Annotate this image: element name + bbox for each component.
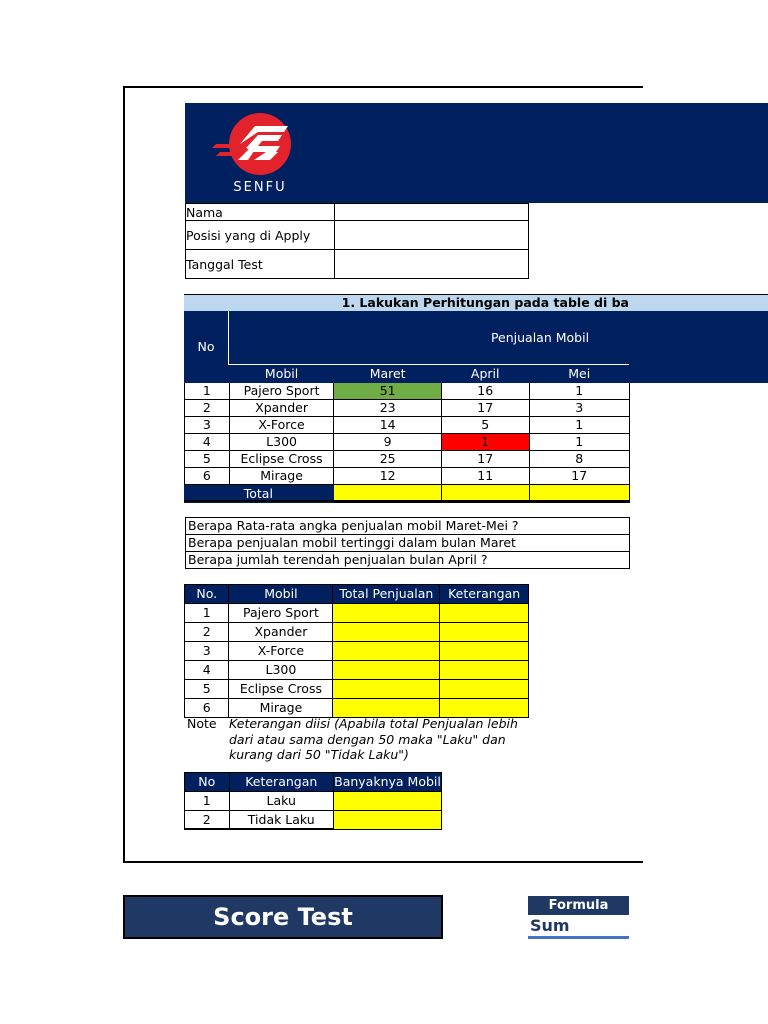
cell-maret[interactable]: 23 — [334, 400, 442, 417]
group-header: Penjualan Mobil — [490, 330, 590, 345]
name-input[interactable] — [335, 204, 529, 221]
cell-mobil: Xpander — [229, 400, 334, 417]
summary-bottom-border — [184, 828, 334, 830]
t3-header-banyaknya: Banyaknya Mobil — [333, 773, 441, 792]
t2-header-no: No. — [185, 585, 229, 604]
sales-table — [184, 365, 630, 503]
date-input[interactable] — [335, 250, 529, 279]
applicant-info-table — [185, 203, 529, 279]
banyaknya-input[interactable] — [333, 811, 441, 830]
cell-april[interactable]: 17 — [441, 400, 529, 417]
cell-no: 3 — [185, 642, 229, 661]
questions-table — [185, 517, 630, 569]
svg-text:SENFU: SENFU — [233, 180, 287, 195]
table-row — [185, 811, 442, 830]
cell-no: 5 — [185, 680, 229, 699]
cell-no: 4 — [185, 661, 229, 680]
t2-header-total: Total Penjualan — [333, 585, 440, 604]
formula-value: Sum — [528, 915, 629, 939]
note-text — [229, 716, 529, 763]
total-penjualan-input[interactable] — [333, 661, 440, 680]
total-penjualan-input[interactable] — [333, 680, 440, 699]
total-penjualan-input[interactable] — [333, 642, 440, 661]
cell-maret[interactable]: 14 — [334, 417, 442, 434]
table-row — [185, 383, 630, 400]
formula-header: Formula — [528, 896, 629, 915]
question-1: Berapa Rata-rata angka penjualan mobil Maret-Mei ? — [186, 518, 630, 535]
keterangan-input[interactable] — [440, 661, 529, 680]
table-row — [185, 680, 529, 699]
question-2: Berapa penjualan mobil tertinggi dalam bulan Maret — [186, 535, 630, 552]
cell-april[interactable]: 16 — [441, 383, 529, 400]
table-row — [185, 468, 630, 485]
position-label: Posisi yang di Apply — [186, 221, 335, 250]
table-row — [185, 434, 630, 451]
total-penjualan-input[interactable] — [333, 699, 440, 718]
cell-mobil: Eclipse Cross — [229, 451, 334, 468]
total-penjualan-input[interactable] — [333, 604, 440, 623]
cell-no: 2 — [185, 811, 230, 830]
header-no-blank — [185, 366, 230, 383]
header-maret: Maret — [334, 366, 442, 383]
cell-mobil: Mirage — [229, 468, 334, 485]
t2-header-mobil: Mobil — [229, 585, 333, 604]
cell-no: 5 — [185, 451, 230, 468]
no-header: No — [184, 311, 229, 383]
cell-april[interactable]: 11 — [441, 468, 529, 485]
total-penjualan-input[interactable] — [333, 623, 440, 642]
position-input[interactable] — [335, 221, 529, 250]
t2-header-keterangan: Keterangan — [440, 585, 529, 604]
table-row — [185, 792, 442, 811]
keterangan-input[interactable] — [440, 699, 529, 718]
note-line: Keterangan diisi (Apabila total Penjualan lebih — [229, 716, 518, 731]
header-mei: Mei — [529, 366, 630, 383]
cell-april[interactable]: 17 — [441, 451, 529, 468]
name-label: Nama — [186, 204, 335, 221]
cell-no: 1 — [185, 792, 230, 811]
header-april: April — [441, 366, 529, 383]
cell-no: 2 — [185, 400, 230, 417]
cell-maret[interactable]: 12 — [334, 468, 442, 485]
cell-mobil: Mirage — [229, 699, 333, 718]
cell-mei[interactable]: 8 — [529, 451, 630, 468]
question-3: Berapa jumlah terendah penjualan bulan April ? — [186, 552, 630, 569]
cell-maret[interactable]: 51 — [334, 383, 442, 400]
cell-mobil: X-Force — [229, 642, 333, 661]
cell-no: 4 — [185, 434, 230, 451]
cell-mei[interactable]: 17 — [529, 468, 630, 485]
total-bottom-border — [184, 500, 630, 502]
banyaknya-input[interactable] — [333, 792, 441, 811]
cell-keterangan: Tidak Laku — [229, 811, 333, 830]
keterangan-input[interactable] — [440, 623, 529, 642]
note-line: dari atau sama dengan 50 maka "Laku" dan — [229, 731, 506, 747]
summary-table — [184, 772, 442, 830]
keterangan-input[interactable] — [440, 642, 529, 661]
table-row — [185, 642, 529, 661]
table-row — [185, 400, 630, 417]
table-row — [185, 661, 529, 680]
cell-no: 3 — [185, 417, 230, 434]
cell-no: 6 — [185, 468, 230, 485]
cell-maret[interactable]: 9 — [334, 434, 442, 451]
cell-mei[interactable]: 1 — [529, 383, 630, 400]
cell-no: 1 — [185, 383, 230, 400]
cell-mobil: Xpander — [229, 623, 333, 642]
keterangan-input[interactable] — [440, 680, 529, 699]
cell-maret[interactable]: 25 — [334, 451, 442, 468]
header-mobil: Mobil — [229, 366, 334, 383]
note-line: kurang dari 50 "Tidak Laku") — [229, 747, 409, 762]
status-table — [184, 584, 529, 718]
cell-mobil: L300 — [229, 661, 333, 680]
t3-header-no: No — [185, 773, 230, 792]
cell-no: 1 — [185, 604, 229, 623]
table-row — [185, 623, 529, 642]
cell-mobil: Eclipse Cross — [229, 680, 333, 699]
cell-no: 6 — [185, 699, 229, 718]
total-label: Total — [229, 485, 334, 503]
table-row — [185, 451, 630, 468]
cell-april[interactable]: 5 — [441, 417, 529, 434]
table-row — [185, 604, 529, 623]
t3-header-keterangan: Keterangan — [229, 773, 333, 792]
note-label: Note — [187, 716, 217, 731]
cell-mobil: Pajero Sport — [229, 383, 334, 400]
cell-mobil: X-Force — [229, 417, 334, 434]
cell-mei[interactable]: 1 — [529, 417, 630, 434]
cell-no: 2 — [185, 623, 229, 642]
senfu-logo — [210, 108, 310, 200]
cell-mei[interactable]: 3 — [529, 400, 630, 417]
date-label: Tanggal Test — [186, 250, 335, 279]
table-row — [185, 417, 630, 434]
section-title: 1. Lakukan Perhitungan pada table di ba — [341, 295, 629, 310]
cell-mei[interactable]: 1 — [529, 434, 630, 451]
score-test-banner: Score Test — [123, 895, 443, 939]
cell-keterangan: Laku — [229, 792, 333, 811]
keterangan-input[interactable] — [440, 604, 529, 623]
table-row — [185, 699, 529, 718]
cell-april[interactable]: 1 — [441, 434, 529, 451]
cell-mobil: Pajero Sport — [229, 604, 333, 623]
cell-mobil: L300 — [229, 434, 334, 451]
